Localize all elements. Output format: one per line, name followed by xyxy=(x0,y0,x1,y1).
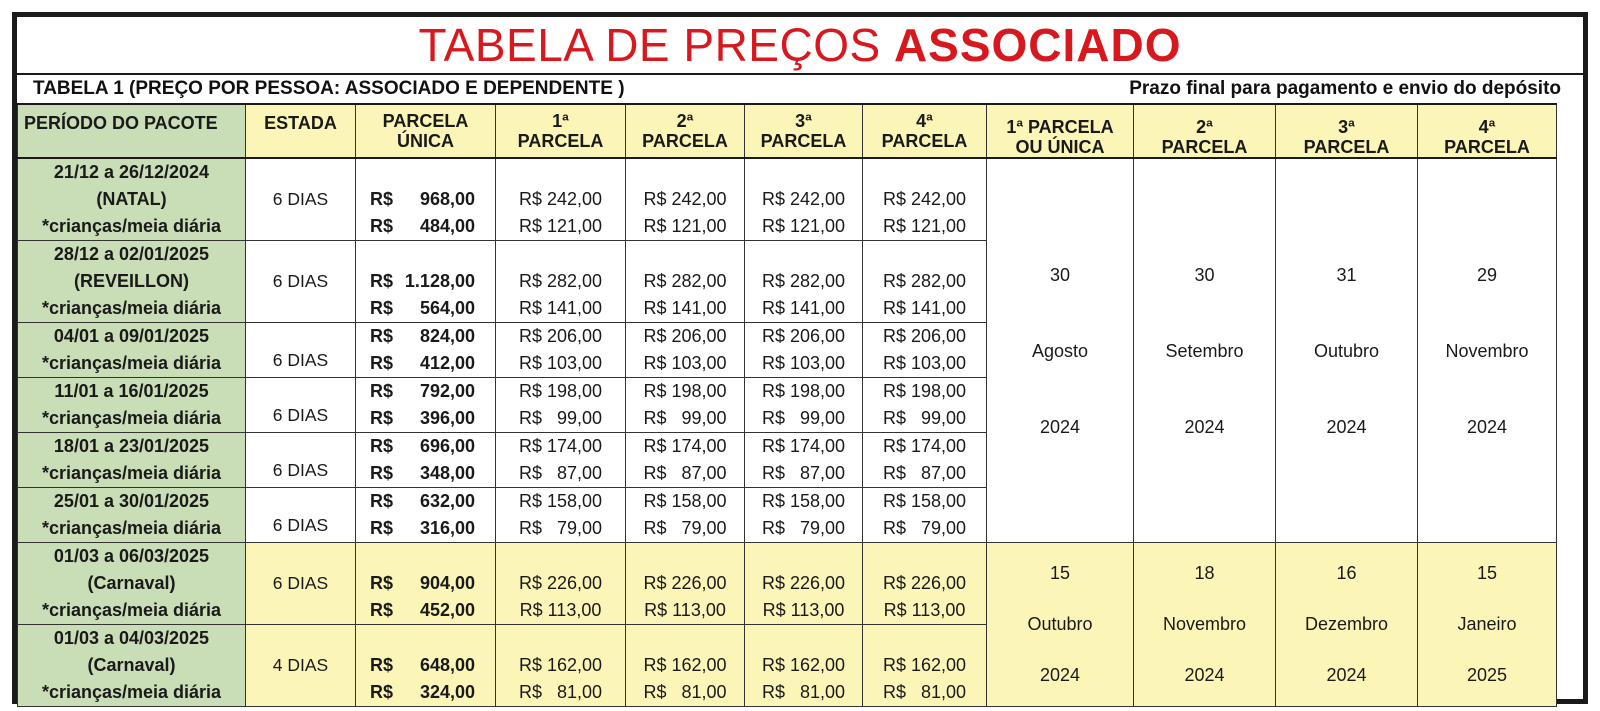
period-label: 04/01 a 09/01/2025 xyxy=(53,326,210,346)
price-value: R$ 141,00 xyxy=(518,298,603,318)
parcela-4-cell xyxy=(863,433,987,488)
price-value: R$ 121,00 xyxy=(761,216,846,236)
currency-label: R$ xyxy=(370,573,394,593)
price-value xyxy=(356,679,495,706)
price-value xyxy=(356,570,495,597)
table-row xyxy=(18,158,1557,241)
title-bold: ASSOCIADO xyxy=(893,19,1182,71)
amount: 696,00 xyxy=(419,436,475,456)
price-value: R$ 226,00 xyxy=(882,573,967,593)
amount: 452,00 xyxy=(419,600,475,620)
parcela-3-cell xyxy=(745,433,863,488)
deadline-cell xyxy=(1134,158,1276,543)
period-note: *crianças/meia diária xyxy=(41,408,222,428)
parcela-3-cell xyxy=(745,543,863,625)
deadline-cell xyxy=(1276,158,1418,543)
price-value xyxy=(356,652,495,679)
currency-label: R$ xyxy=(370,518,394,538)
amount: 484,00 xyxy=(419,216,475,236)
price-value: R$ 162,00 xyxy=(518,655,603,675)
header-parcela-2: 2ª PARCELA xyxy=(626,104,745,158)
price-value: R$ 174,00 xyxy=(761,436,846,456)
parcela-unica-cell xyxy=(356,378,496,433)
currency-label: R$ xyxy=(370,463,394,483)
parcela-2-cell xyxy=(626,488,745,543)
price-value xyxy=(356,488,495,515)
header-parcela-3: 3ª PARCELA xyxy=(745,104,863,158)
price-value: R$ 103,00 xyxy=(643,353,727,373)
price-value: R$ 206,00 xyxy=(643,326,727,346)
parcela-1-cell xyxy=(496,433,626,488)
parcela-1-cell xyxy=(496,625,626,707)
currency-label: R$ xyxy=(370,655,394,675)
parcela-2-cell xyxy=(626,241,745,323)
parcela-4-cell xyxy=(863,543,987,625)
page-title xyxy=(17,17,1583,73)
price-value: R$ 121,00 xyxy=(882,216,967,236)
parcela-3-cell xyxy=(745,158,863,241)
deadline-month: Janeiro xyxy=(1457,614,1517,634)
header-parcela-1: 1ª PARCELA xyxy=(496,104,626,158)
period-label: 01/03 a 06/03/2025 xyxy=(53,546,210,566)
currency-label: R$ xyxy=(370,381,394,401)
period-cell xyxy=(18,433,246,488)
price-value: R$ 198,00 xyxy=(882,381,967,401)
price-value: R$ 81,00 xyxy=(518,682,603,702)
currency-label: R$ xyxy=(370,189,394,209)
period-cell xyxy=(18,543,246,625)
amount: 792,00 xyxy=(419,381,475,401)
estada-cell: 6 DIAS xyxy=(246,433,356,488)
title-plain: TABELA DE PREÇOS xyxy=(418,19,894,71)
price-value: R$ 87,00 xyxy=(761,463,846,483)
price-value: R$ 103,00 xyxy=(518,353,603,373)
table-subheader xyxy=(17,73,1583,103)
price-value: R$ 174,00 xyxy=(518,436,603,456)
deadline-year: 2024 xyxy=(1326,416,1367,437)
currency-label: R$ xyxy=(370,216,394,236)
parcela-1-cell xyxy=(496,378,626,433)
deadline-month: Novembro xyxy=(1162,614,1247,634)
amount: 648,00 xyxy=(419,655,475,675)
period-cell xyxy=(18,323,246,378)
price-value: R$ 158,00 xyxy=(518,491,603,511)
header-parcela-unica: PARCELA ÚNICA xyxy=(356,104,496,158)
price-value: R$ 158,00 xyxy=(643,491,727,511)
price-value: R$ 282,00 xyxy=(643,271,727,291)
price-value: R$ 162,00 xyxy=(882,655,967,675)
deadline-day: 15 xyxy=(1049,563,1071,583)
amount: 564,00 xyxy=(419,298,475,318)
deadline-year: 2024 xyxy=(1184,416,1225,437)
period-label: 01/03 a 04/03/2025 xyxy=(53,628,210,648)
price-value: R$ 174,00 xyxy=(882,436,967,456)
price-value xyxy=(356,295,495,322)
deadline-cell xyxy=(987,543,1134,707)
parcela-1-cell xyxy=(496,488,626,543)
currency-label: R$ xyxy=(370,682,394,702)
deadline-cell xyxy=(1418,543,1557,707)
period-cell xyxy=(18,378,246,433)
price-value: R$ 226,00 xyxy=(761,573,846,593)
parcela-unica-cell xyxy=(356,543,496,625)
estada-cell: 6 DIAS xyxy=(246,378,356,433)
price-value: R$ 79,00 xyxy=(882,518,967,538)
table-subheader-left: TABELA 1 (PREÇO POR PESSOA: ASSOCIADO E DEPENDENTE ) xyxy=(33,78,625,99)
price-grid xyxy=(17,103,1557,707)
parcela-4-cell xyxy=(863,241,987,323)
deadline-cell xyxy=(1134,543,1276,707)
price-value: R$ 121,00 xyxy=(518,216,603,236)
deadline-year: 2024 xyxy=(1039,416,1081,437)
parcela-unica-cell xyxy=(356,241,496,323)
currency-label: R$ xyxy=(370,436,394,456)
deadline-month: Outubro xyxy=(1313,340,1380,361)
price-value: R$ 113,00 xyxy=(762,600,845,620)
price-value: R$ 206,00 xyxy=(882,326,967,346)
amount: 968,00 xyxy=(419,189,475,209)
period-note: *crianças/meia diária xyxy=(41,353,222,373)
deadline-year: 2025 xyxy=(1466,665,1508,685)
price-value: R$ 242,00 xyxy=(643,189,727,209)
header-row xyxy=(18,104,1557,158)
parcela-2-cell xyxy=(626,543,745,625)
parcela-2-cell xyxy=(626,323,745,378)
header-prazo-2: 2ª PARCELA xyxy=(1134,104,1276,158)
deadline-day: 29 xyxy=(1476,264,1498,285)
period-label: (NATAL) xyxy=(96,189,167,209)
price-value: R$ 99,00 xyxy=(518,408,603,428)
period-label: (Carnaval) xyxy=(87,655,176,675)
deadline-month: Dezembro xyxy=(1304,614,1389,634)
deadline-year: 2024 xyxy=(1039,665,1081,685)
parcela-4-cell xyxy=(863,323,987,378)
estada-cell: 6 DIAS xyxy=(246,158,356,241)
currency-label: R$ xyxy=(370,271,394,291)
amount: 412,00 xyxy=(419,353,475,373)
table-subheader-right: Prazo final para pagamento e envio do depósito xyxy=(1129,78,1561,99)
period-label: 28/12 a 02/01/2025 xyxy=(53,244,210,264)
parcela-4-cell xyxy=(863,488,987,543)
parcela-unica-cell xyxy=(356,158,496,241)
price-value: R$ 141,00 xyxy=(643,298,727,318)
deadline-month: Novembro xyxy=(1445,340,1529,361)
price-value xyxy=(356,268,495,295)
currency-label: R$ xyxy=(370,600,394,620)
price-value: R$ 226,00 xyxy=(518,573,603,593)
price-value: R$ 158,00 xyxy=(882,491,967,511)
header-estada: ESTADA xyxy=(246,104,356,158)
price-value: R$ 242,00 xyxy=(882,189,967,209)
parcela-4-cell xyxy=(863,158,987,241)
price-value: R$ 198,00 xyxy=(518,381,603,401)
deadline-cell xyxy=(1276,543,1418,707)
deadline-day: 16 xyxy=(1336,563,1357,583)
price-value: R$ 99,00 xyxy=(643,408,727,428)
parcela-unica-cell xyxy=(356,323,496,378)
estada-cell: 6 DIAS xyxy=(246,323,356,378)
parcela-3-cell xyxy=(745,378,863,433)
price-value: R$ 121,00 xyxy=(643,216,727,236)
amount: 824,00 xyxy=(419,326,475,346)
period-label: 18/01 a 23/01/2025 xyxy=(53,436,210,456)
price-value: R$ 99,00 xyxy=(882,408,967,428)
amount: 316,00 xyxy=(419,518,475,538)
period-note: *crianças/meia diária xyxy=(41,216,222,236)
header-periodo: PERÍODO DO PACOTE xyxy=(18,104,246,158)
period-label: 11/01 a 16/01/2025 xyxy=(54,381,209,401)
parcela-1-cell xyxy=(496,543,626,625)
deadline-month: Outubro xyxy=(1027,614,1093,634)
deadline-month: Setembro xyxy=(1165,340,1244,361)
currency-label: R$ xyxy=(370,326,394,346)
price-value: R$ 282,00 xyxy=(761,271,846,291)
price-value: R$ 162,00 xyxy=(643,655,727,675)
currency-label: R$ xyxy=(370,491,394,511)
price-value: R$ 242,00 xyxy=(761,189,846,209)
price-value: R$ 113,00 xyxy=(644,600,726,620)
parcela-3-cell xyxy=(745,323,863,378)
amount: 324,00 xyxy=(419,682,475,702)
deadline-cell xyxy=(1418,158,1557,543)
price-value: R$ 79,00 xyxy=(518,518,603,538)
estada-cell: 4 DIAS xyxy=(246,625,356,707)
deadline-year: 2024 xyxy=(1184,665,1225,685)
period-note: *crianças/meia diária xyxy=(41,600,222,620)
price-value: R$ 198,00 xyxy=(643,381,727,401)
price-value: R$ 158,00 xyxy=(761,491,846,511)
amount: 396,00 xyxy=(419,408,475,428)
header-prazo-3: 3ª PARCELA xyxy=(1276,104,1418,158)
price-value: R$ 174,00 xyxy=(643,436,727,456)
parcela-2-cell xyxy=(626,158,745,241)
price-value: R$ 81,00 xyxy=(882,682,967,702)
price-value: R$ 141,00 xyxy=(761,298,846,318)
price-value xyxy=(356,405,495,432)
price-value xyxy=(356,378,495,405)
price-value: R$ 226,00 xyxy=(643,573,727,593)
amount: 904,00 xyxy=(419,573,475,593)
deadline-year: 2024 xyxy=(1326,665,1367,685)
price-value xyxy=(356,213,495,240)
period-note: *crianças/meia diária xyxy=(41,518,222,538)
period-label: 25/01 a 30/01/2025 xyxy=(53,491,210,511)
parcela-unica-cell xyxy=(356,625,496,707)
parcela-1-cell xyxy=(496,158,626,241)
parcela-3-cell xyxy=(745,241,863,323)
price-value xyxy=(356,460,495,487)
price-value: R$ 81,00 xyxy=(643,682,727,702)
price-table xyxy=(17,103,1557,707)
price-value: R$ 206,00 xyxy=(761,326,846,346)
header-parcela-4: 4ª PARCELA xyxy=(863,104,987,158)
currency-label: R$ xyxy=(370,298,394,318)
parcela-unica-cell xyxy=(356,433,496,488)
header-prazo-4: 4ª PARCELA xyxy=(1418,104,1557,158)
price-value: R$ 282,00 xyxy=(882,271,967,291)
price-value: R$ 87,00 xyxy=(518,463,603,483)
parcela-1-cell xyxy=(496,323,626,378)
parcela-2-cell xyxy=(626,625,745,707)
price-value: R$ 103,00 xyxy=(882,353,967,373)
period-label: (REVEILLON) xyxy=(74,271,189,291)
deadline-day: 18 xyxy=(1194,563,1215,583)
price-value xyxy=(356,186,495,213)
amount: 348,00 xyxy=(419,463,475,483)
price-value xyxy=(356,597,495,624)
price-value: R$ 206,00 xyxy=(518,326,603,346)
deadline-cell xyxy=(987,158,1134,543)
deadline-day: 30 xyxy=(1049,264,1071,285)
deadline-year: 2024 xyxy=(1466,416,1508,437)
price-value: R$ 87,00 xyxy=(643,463,727,483)
price-value xyxy=(356,433,495,460)
parcela-2-cell xyxy=(626,378,745,433)
parcela-1-cell xyxy=(496,241,626,323)
period-cell xyxy=(18,241,246,323)
price-value xyxy=(356,350,495,377)
period-note: *crianças/meia diária xyxy=(41,682,222,702)
estada-cell: 6 DIAS xyxy=(246,241,356,323)
estada-cell: 6 DIAS xyxy=(246,543,356,625)
parcela-4-cell xyxy=(863,378,987,433)
parcela-4-cell xyxy=(863,625,987,707)
price-value: R$ 162,00 xyxy=(761,655,846,675)
header-prazo-1: 1ª PARCELA OU ÚNICA xyxy=(987,104,1134,158)
price-value: R$ 87,00 xyxy=(882,463,967,483)
period-cell xyxy=(18,158,246,241)
deadline-day: 15 xyxy=(1476,563,1498,583)
parcela-unica-cell xyxy=(356,488,496,543)
currency-label: R$ xyxy=(370,408,394,428)
price-value: R$ 198,00 xyxy=(761,381,846,401)
amount: 1.128,00 xyxy=(404,271,475,291)
period-note: *crianças/meia diária xyxy=(41,463,222,483)
price-value: R$ 113,00 xyxy=(883,600,966,620)
price-value: R$ 103,00 xyxy=(761,353,846,373)
price-value: R$ 81,00 xyxy=(761,682,846,702)
price-value: R$ 141,00 xyxy=(882,298,967,318)
deadline-day: 31 xyxy=(1336,264,1357,285)
period-cell xyxy=(18,625,246,707)
parcela-3-cell xyxy=(745,625,863,707)
table-row xyxy=(18,543,1557,625)
deadline-month: Agosto xyxy=(1031,340,1089,361)
period-cell xyxy=(18,488,246,543)
price-table-frame xyxy=(12,12,1588,704)
parcela-2-cell xyxy=(626,433,745,488)
period-label: 21/12 a 26/12/2024 xyxy=(53,162,210,182)
currency-label: R$ xyxy=(370,353,394,373)
price-value xyxy=(356,323,495,350)
price-value: R$ 282,00 xyxy=(518,271,603,291)
estada-cell: 6 DIAS xyxy=(246,488,356,543)
amount: 632,00 xyxy=(419,491,475,511)
period-note: *crianças/meia diária xyxy=(41,298,222,318)
price-value: R$ 79,00 xyxy=(761,518,846,538)
parcela-3-cell xyxy=(745,488,863,543)
price-value: R$ 242,00 xyxy=(518,189,603,209)
price-value: R$ 99,00 xyxy=(761,408,846,428)
price-value: R$ 113,00 xyxy=(519,600,602,620)
deadline-day: 30 xyxy=(1194,264,1215,285)
price-value: R$ 79,00 xyxy=(643,518,727,538)
price-value xyxy=(356,515,495,542)
period-label: (Carnaval) xyxy=(87,573,176,593)
